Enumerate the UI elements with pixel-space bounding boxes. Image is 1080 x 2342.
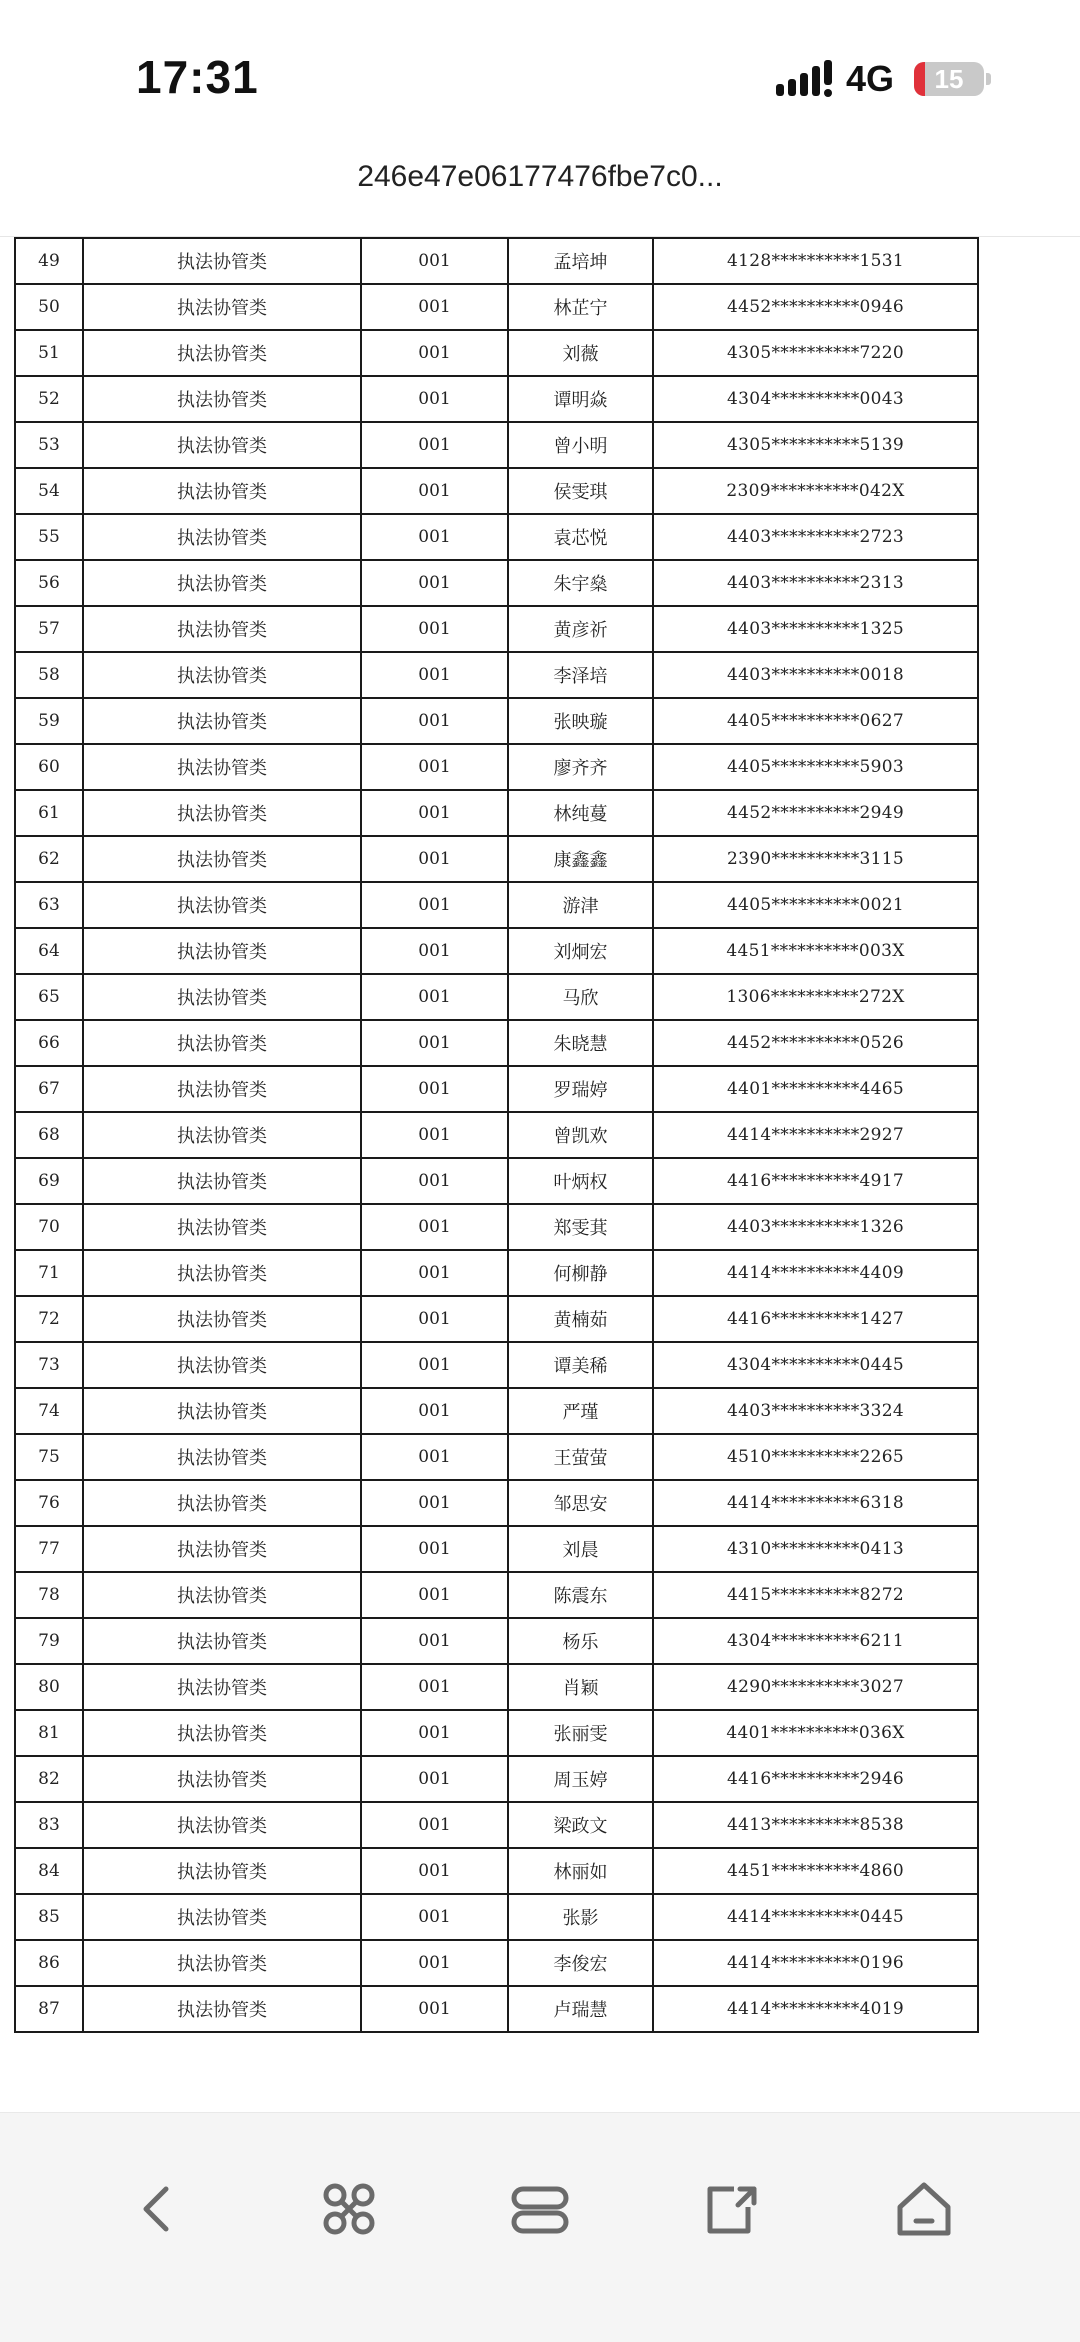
id-number-cell: 4290**********3027 [653, 1664, 978, 1710]
candidate-name-cell: 张影 [508, 1894, 653, 1940]
table-row [15, 606, 978, 652]
id-number-cell: 4403**********1326 [653, 1204, 978, 1250]
position-code-cell: 001 [361, 928, 508, 974]
id-number-cell: 4451**********4860 [653, 1848, 978, 1894]
row-index-cell: 75 [15, 1434, 83, 1480]
candidate-name-cell: 侯雯琪 [508, 468, 653, 514]
table-row [15, 330, 978, 376]
tabs-icon [508, 2177, 572, 2241]
table-row [15, 468, 978, 514]
table-row [15, 1020, 978, 1066]
id-number-cell: 4414**********4409 [653, 1250, 978, 1296]
position-code-cell: 001 [361, 1664, 508, 1710]
table-row [15, 698, 978, 744]
home-icon [892, 2177, 956, 2241]
id-number-cell: 4414**********4019 [653, 1986, 978, 2032]
job-category-cell: 执法协管类 [83, 1802, 361, 1848]
row-index-cell: 64 [15, 928, 83, 974]
id-number-cell: 4452**********0526 [653, 1020, 978, 1066]
position-code-cell: 001 [361, 1848, 508, 1894]
share-icon [700, 2177, 764, 2241]
id-number-cell: 4451**********003X [653, 928, 978, 974]
candidate-name-cell: 林纯蔓 [508, 790, 653, 836]
candidate-name-cell: 刘晨 [508, 1526, 653, 1572]
candidate-name-cell: 杨乐 [508, 1618, 653, 1664]
position-code-cell: 001 [361, 1020, 508, 1066]
job-category-cell: 执法协管类 [83, 1756, 361, 1802]
table-row [15, 836, 978, 882]
candidate-name-cell: 刘薇 [508, 330, 653, 376]
row-index-cell: 83 [15, 1802, 83, 1848]
position-code-cell: 001 [361, 882, 508, 928]
job-category-cell: 执法协管类 [83, 1572, 361, 1618]
table-row [15, 1158, 978, 1204]
row-index-cell: 80 [15, 1664, 83, 1710]
document-viewer[interactable] [0, 237, 1080, 2111]
id-number-cell: 4403**********3324 [653, 1388, 978, 1434]
job-category-cell: 执法协管类 [83, 606, 361, 652]
candidate-name-cell: 黄楠茹 [508, 1296, 653, 1342]
candidate-name-cell: 郑雯萁 [508, 1204, 653, 1250]
table-row [15, 790, 978, 836]
candidate-name-cell: 何柳静 [508, 1250, 653, 1296]
row-index-cell: 76 [15, 1480, 83, 1526]
position-code-cell: 001 [361, 1388, 508, 1434]
table-row [15, 1940, 978, 1986]
id-number-cell: 4305**********5139 [653, 422, 978, 468]
row-index-cell: 78 [15, 1572, 83, 1618]
job-category-cell: 执法协管类 [83, 284, 361, 330]
id-number-cell: 4310**********0413 [653, 1526, 978, 1572]
job-category-cell: 执法协管类 [83, 514, 361, 560]
tabs-button[interactable] [500, 2169, 580, 2249]
row-index-cell: 59 [15, 698, 83, 744]
job-category-cell: 执法协管类 [83, 1894, 361, 1940]
table-row [15, 1664, 978, 1710]
candidate-name-cell: 林丽如 [508, 1848, 653, 1894]
position-code-cell: 001 [361, 1112, 508, 1158]
table-row [15, 1434, 978, 1480]
row-index-cell: 66 [15, 1020, 83, 1066]
candidate-name-cell: 叶炳权 [508, 1158, 653, 1204]
id-number-cell: 4452**********0946 [653, 284, 978, 330]
table-row [15, 1756, 978, 1802]
job-category-cell: 执法协管类 [83, 1158, 361, 1204]
position-code-cell: 001 [361, 514, 508, 560]
id-number-cell: 4403**********1325 [653, 606, 978, 652]
job-category-cell: 执法协管类 [83, 652, 361, 698]
id-number-cell: 4416**********1427 [653, 1296, 978, 1342]
job-category-cell: 执法协管类 [83, 1848, 361, 1894]
table-row [15, 1250, 978, 1296]
position-code-cell: 001 [361, 468, 508, 514]
job-category-cell: 执法协管类 [83, 560, 361, 606]
candidate-name-cell: 周玉婷 [508, 1756, 653, 1802]
row-index-cell: 54 [15, 468, 83, 514]
table-row [15, 1848, 978, 1894]
signal-icon [776, 60, 834, 100]
candidate-name-cell: 曾凯欢 [508, 1112, 653, 1158]
candidate-name-cell: 严瑾 [508, 1388, 653, 1434]
id-number-cell: 4304**********6211 [653, 1618, 978, 1664]
row-index-cell: 85 [15, 1894, 83, 1940]
job-category-cell: 执法协管类 [83, 238, 361, 284]
job-category-cell: 执法协管类 [83, 1020, 361, 1066]
table-row [15, 238, 978, 284]
job-category-cell: 执法协管类 [83, 928, 361, 974]
table-row [15, 1710, 978, 1756]
position-code-cell: 001 [361, 698, 508, 744]
table-row [15, 1986, 978, 2032]
command-button[interactable] [309, 2169, 389, 2249]
home-button[interactable] [884, 2169, 964, 2249]
job-category-cell: 执法协管类 [83, 1986, 361, 2032]
row-index-cell: 77 [15, 1526, 83, 1572]
id-number-cell: 4403**********0018 [653, 652, 978, 698]
job-category-cell: 执法协管类 [83, 790, 361, 836]
table-row [15, 882, 978, 928]
candidate-name-cell: 游津 [508, 882, 653, 928]
position-code-cell: 001 [361, 1986, 508, 2032]
candidate-name-cell: 肖颖 [508, 1664, 653, 1710]
row-index-cell: 69 [15, 1158, 83, 1204]
position-code-cell: 001 [361, 1158, 508, 1204]
job-category-cell: 执法协管类 [83, 1480, 361, 1526]
position-code-cell: 001 [361, 974, 508, 1020]
table-row [15, 560, 978, 606]
job-category-cell: 执法协管类 [83, 376, 361, 422]
row-index-cell: 51 [15, 330, 83, 376]
id-number-cell: 4405**********5903 [653, 744, 978, 790]
share-button[interactable] [692, 2169, 772, 2249]
candidate-name-cell: 陈震东 [508, 1572, 653, 1618]
table-row [15, 974, 978, 1020]
roster-table [14, 237, 979, 2033]
row-index-cell: 49 [15, 238, 83, 284]
row-index-cell: 52 [15, 376, 83, 422]
table-row [15, 1802, 978, 1848]
job-category-cell: 执法协管类 [83, 836, 361, 882]
id-number-cell: 4128**********1531 [653, 238, 978, 284]
candidate-name-cell: 卢瑞慧 [508, 1986, 653, 2032]
job-category-cell: 执法协管类 [83, 1940, 361, 1986]
table-row [15, 422, 978, 468]
id-number-cell: 4414**********6318 [653, 1480, 978, 1526]
id-number-cell: 2309**********042X [653, 468, 978, 514]
browser-nav-bar [0, 2112, 1080, 2342]
row-index-cell: 74 [15, 1388, 83, 1434]
back-button[interactable] [118, 2169, 198, 2249]
table-row [15, 1894, 978, 1940]
table-row [15, 1526, 978, 1572]
job-category-cell: 执法协管类 [83, 1066, 361, 1112]
row-index-cell: 55 [15, 514, 83, 560]
job-category-cell: 执法协管类 [83, 882, 361, 928]
position-code-cell: 001 [361, 836, 508, 882]
id-number-cell: 4415**********8272 [653, 1572, 978, 1618]
row-index-cell: 86 [15, 1940, 83, 1986]
job-category-cell: 执法协管类 [83, 1388, 361, 1434]
row-index-cell: 84 [15, 1848, 83, 1894]
page-title[interactable]: 246e47e06177476fbe7c0... [357, 160, 723, 193]
candidate-name-cell: 刘炯宏 [508, 928, 653, 974]
position-code-cell: 001 [361, 1480, 508, 1526]
position-code-cell: 001 [361, 422, 508, 468]
id-number-cell: 4416**********4917 [653, 1158, 978, 1204]
candidate-name-cell: 梁政文 [508, 1802, 653, 1848]
row-index-cell: 65 [15, 974, 83, 1020]
table-row [15, 1112, 978, 1158]
row-index-cell: 81 [15, 1710, 83, 1756]
table-row [15, 1066, 978, 1112]
back-icon [126, 2177, 190, 2241]
job-category-cell: 执法协管类 [83, 468, 361, 514]
row-index-cell: 56 [15, 560, 83, 606]
row-index-cell: 63 [15, 882, 83, 928]
candidate-name-cell: 邹思安 [508, 1480, 653, 1526]
position-code-cell: 001 [361, 284, 508, 330]
position-code-cell: 001 [361, 1756, 508, 1802]
battery-percent: 15 [934, 64, 964, 94]
id-number-cell: 4414**********0196 [653, 1940, 978, 1986]
position-code-cell: 001 [361, 1250, 508, 1296]
candidate-name-cell: 谭明焱 [508, 376, 653, 422]
table-row [15, 1618, 978, 1664]
position-code-cell: 001 [361, 238, 508, 284]
position-code-cell: 001 [361, 652, 508, 698]
roster-table-body [15, 238, 978, 2032]
job-category-cell: 执法协管类 [83, 1204, 361, 1250]
table-row [15, 1204, 978, 1250]
id-number-cell: 4403**********2313 [653, 560, 978, 606]
candidate-name-cell: 张丽雯 [508, 1710, 653, 1756]
candidate-name-cell: 袁芯悦 [508, 514, 653, 560]
id-number-cell: 4304**********0445 [653, 1342, 978, 1388]
table-row [15, 376, 978, 422]
candidate-name-cell: 曾小明 [508, 422, 653, 468]
id-number-cell: 2390**********3115 [653, 836, 978, 882]
table-row [15, 652, 978, 698]
table-row [15, 284, 978, 330]
position-code-cell: 001 [361, 744, 508, 790]
job-category-cell: 执法协管类 [83, 1296, 361, 1342]
id-number-cell: 4405**********0627 [653, 698, 978, 744]
job-category-cell: 执法协管类 [83, 422, 361, 468]
position-code-cell: 001 [361, 606, 508, 652]
job-category-cell: 执法协管类 [83, 1342, 361, 1388]
id-number-cell: 4401**********036X [653, 1710, 978, 1756]
battery-icon [914, 62, 984, 96]
position-code-cell: 001 [361, 1940, 508, 1986]
job-category-cell: 执法协管类 [83, 1112, 361, 1158]
candidate-name-cell: 朱晓慧 [508, 1020, 653, 1066]
candidate-name-cell: 张映璇 [508, 698, 653, 744]
table-row [15, 1572, 978, 1618]
id-number-cell: 4510**********2265 [653, 1434, 978, 1480]
position-code-cell: 001 [361, 330, 508, 376]
row-index-cell: 57 [15, 606, 83, 652]
job-category-cell: 执法协管类 [83, 1618, 361, 1664]
row-index-cell: 61 [15, 790, 83, 836]
position-code-cell: 001 [361, 1296, 508, 1342]
job-category-cell: 执法协管类 [83, 974, 361, 1020]
position-code-cell: 001 [361, 1434, 508, 1480]
candidate-name-cell: 李俊宏 [508, 1940, 653, 1986]
job-category-cell: 执法协管类 [83, 698, 361, 744]
status-bar [0, 0, 1080, 193]
row-index-cell: 68 [15, 1112, 83, 1158]
battery-terminal [986, 73, 991, 85]
table-row [15, 1388, 978, 1434]
network-type: 4G [846, 58, 895, 99]
id-number-cell: 4304**********0043 [653, 376, 978, 422]
id-number-cell: 4405**********0021 [653, 882, 978, 928]
command-icon [317, 2177, 381, 2241]
position-code-cell: 001 [361, 376, 508, 422]
candidate-name-cell: 林芷宁 [508, 284, 653, 330]
job-category-cell: 执法协管类 [83, 744, 361, 790]
row-index-cell: 72 [15, 1296, 83, 1342]
position-code-cell: 001 [361, 1066, 508, 1112]
position-code-cell: 001 [361, 1618, 508, 1664]
candidate-name-cell: 康鑫鑫 [508, 836, 653, 882]
id-number-cell: 4413**********8538 [653, 1802, 978, 1848]
table-row [15, 928, 978, 974]
table-row [15, 514, 978, 560]
row-index-cell: 87 [15, 1986, 83, 2032]
job-category-cell: 执法协管类 [83, 1250, 361, 1296]
id-number-cell: 4305**********7220 [653, 330, 978, 376]
job-category-cell: 执法协管类 [83, 330, 361, 376]
id-number-cell: 4414**********2927 [653, 1112, 978, 1158]
candidate-name-cell: 马欣 [508, 974, 653, 1020]
table-row [15, 744, 978, 790]
row-index-cell: 67 [15, 1066, 83, 1112]
job-category-cell: 执法协管类 [83, 1664, 361, 1710]
row-index-cell: 58 [15, 652, 83, 698]
row-index-cell: 79 [15, 1618, 83, 1664]
row-index-cell: 53 [15, 422, 83, 468]
row-index-cell: 73 [15, 1342, 83, 1388]
table-row [15, 1480, 978, 1526]
id-number-cell: 4414**********0445 [653, 1894, 978, 1940]
candidate-name-cell: 廖齐齐 [508, 744, 653, 790]
table-row [15, 1342, 978, 1388]
id-number-cell: 4416**********2946 [653, 1756, 978, 1802]
candidate-name-cell: 黄彦祈 [508, 606, 653, 652]
candidate-name-cell: 李泽培 [508, 652, 653, 698]
status-time: 17:31 [136, 51, 259, 103]
row-index-cell: 50 [15, 284, 83, 330]
position-code-cell: 001 [361, 1204, 508, 1250]
row-index-cell: 60 [15, 744, 83, 790]
position-code-cell: 001 [361, 790, 508, 836]
id-number-cell: 4452**********2949 [653, 790, 978, 836]
id-number-cell: 1306**********272X [653, 974, 978, 1020]
candidate-name-cell: 罗瑞婷 [508, 1066, 653, 1112]
position-code-cell: 001 [361, 1802, 508, 1848]
row-index-cell: 82 [15, 1756, 83, 1802]
candidate-name-cell: 朱宇燊 [508, 560, 653, 606]
position-code-cell: 001 [361, 1342, 508, 1388]
candidate-name-cell: 王萤萤 [508, 1434, 653, 1480]
candidate-name-cell: 谭美稀 [508, 1342, 653, 1388]
position-code-cell: 001 [361, 1894, 508, 1940]
table-row [15, 1296, 978, 1342]
position-code-cell: 001 [361, 560, 508, 606]
id-number-cell: 4401**********4465 [653, 1066, 978, 1112]
position-code-cell: 001 [361, 1572, 508, 1618]
job-category-cell: 执法协管类 [83, 1434, 361, 1480]
candidate-name-cell: 孟培坤 [508, 238, 653, 284]
job-category-cell: 执法协管类 [83, 1710, 361, 1756]
position-code-cell: 001 [361, 1710, 508, 1756]
job-category-cell: 执法协管类 [83, 1526, 361, 1572]
row-index-cell: 71 [15, 1250, 83, 1296]
row-index-cell: 62 [15, 836, 83, 882]
position-code-cell: 001 [361, 1526, 508, 1572]
id-number-cell: 4403**********2723 [653, 514, 978, 560]
row-index-cell: 70 [15, 1204, 83, 1250]
